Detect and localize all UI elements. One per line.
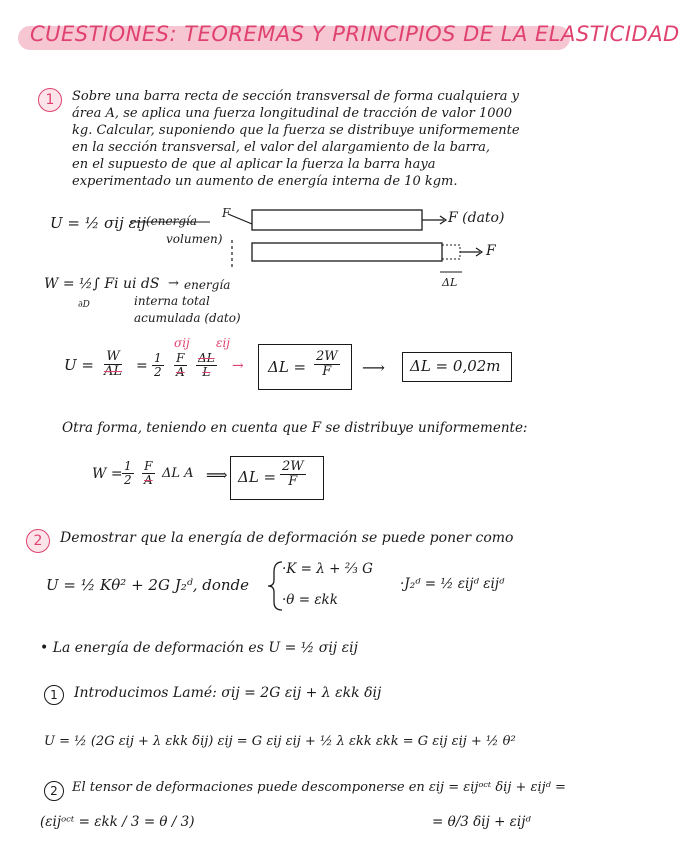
- q1-line: en la sección transversal, el valor del alargamiento de la barra,: [72, 140, 490, 155]
- work-note-3: acumulada (dato): [134, 311, 241, 325]
- epsilon-annotation: εij: [216, 336, 230, 350]
- frac-numerator: ΔL: [198, 351, 215, 365]
- frac-numerator: W: [106, 349, 120, 364]
- step-1-equation: U = ½ (2G εij + λ εkk δij) εij = G εij εij + ½ λ εkk εkk = G εij εij + ½ θ²: [44, 734, 516, 749]
- sigma-annotation: σij: [174, 336, 190, 350]
- frac-denominator: F: [288, 473, 298, 489]
- question-1-number-text: 1: [45, 92, 55, 108]
- pink-arrow: →: [232, 358, 244, 374]
- step-2-number: [44, 781, 64, 801]
- k-definition: ·K = λ + ⅔ G: [282, 561, 373, 577]
- q1-line: kg. Calcular, suponiendo que la fuerza se distribuye uniformemente: [72, 123, 520, 138]
- j2-definition: ·J₂ᵈ = ½ εijᵈ εijᵈ: [400, 576, 505, 592]
- result-box-1-lhs: ΔL =: [268, 358, 307, 376]
- q1-line: área A, se aplica una fuerza longitudinal de tracción de valor 1000: [72, 106, 513, 121]
- frac-denominator: A: [176, 364, 185, 379]
- step-2-text: El tensor de deformaciones puede descomponerse en εij = εijᵒᶜᵗ δij + εijᵈ =: [72, 780, 566, 795]
- force-right-label: F (dato): [448, 210, 505, 226]
- frac-denominator: 2: [124, 472, 132, 487]
- work-note-1: energía: [184, 278, 231, 292]
- force-left-label: F: [222, 206, 231, 220]
- step-1-number: [44, 685, 64, 705]
- q2-energy-formula: U = ½ Kθ² + 2G J₂ᵈ, donde: [46, 576, 250, 594]
- question-2-statement: Demostrar que la energía de deformación se puede poner como: [60, 530, 514, 546]
- delta-l-label: ΔL: [442, 276, 458, 289]
- frac-denominator: F: [322, 363, 332, 379]
- result-box-3-lhs: ΔL =: [238, 468, 277, 486]
- energy-expression: • La energía de deformación es U = ½ σij εij: [40, 640, 358, 656]
- step-1-text: Introducimos Lamé: σij = 2G εij + λ εkk δij: [74, 685, 382, 701]
- frac-numerator: F: [144, 459, 153, 473]
- implies-arrow: ⟶: [362, 358, 385, 377]
- force-right-label-2: F: [486, 243, 496, 259]
- q1-line: experimentado un aumento de energía interna de 10 kgm.: [72, 174, 458, 189]
- page-title: CUESTIONES: TEOREMAS Y PRINCIPIOS DE LA ELASTICIDAD: [30, 22, 680, 46]
- frac-numerator: 2W: [282, 459, 304, 474]
- theta-definition: ·θ = εkk: [282, 592, 338, 608]
- w2-tail: ΔL A: [162, 466, 194, 481]
- w2-arrow: ⟹: [206, 466, 228, 484]
- work-note-2: interna total: [134, 294, 210, 308]
- question-2-number-text: 2: [33, 533, 43, 549]
- equals-sign: =: [136, 358, 148, 374]
- work-formula-domain: ∂D: [78, 300, 90, 310]
- w2-lhs: W =: [92, 466, 123, 482]
- energy-note-2: volumen): [166, 232, 223, 246]
- work-formula: W = ½∫ Fi ui dS: [44, 276, 160, 292]
- result-value: ΔL = 0,02m: [410, 357, 501, 375]
- alternative-method-text: Otra forma, teniendo en cuenta que F se distribuye uniformemente:: [62, 420, 528, 436]
- energy-note-1: (energía: [146, 214, 198, 228]
- step-2-octahedral: (εijᵒᶜᵗ = εkk / 3 = θ / 3): [40, 814, 195, 830]
- energy-density-formula: U = ½ σij εij: [50, 214, 147, 232]
- frac-numerator: 1: [124, 459, 132, 473]
- frac-numerator: 2W: [316, 349, 338, 364]
- step-2-decomposition: = θ/3 δij + εijᵈ: [432, 814, 531, 830]
- step-1-number-text: 1: [50, 688, 58, 702]
- u-equation-lhs: U =: [64, 356, 94, 374]
- frac-denominator: A: [144, 472, 153, 487]
- q1-line: en el supuesto de que al aplicar la fuerza la barra haya: [72, 157, 436, 172]
- frac-denominator: 2: [154, 364, 162, 379]
- work-arrow: →: [168, 276, 179, 291]
- step-2-number-text: 2: [50, 784, 58, 798]
- frac-numerator: 1: [154, 351, 162, 365]
- q1-line: Sobre una barra recta de sección transversal de forma cualquiera y: [72, 89, 519, 104]
- frac-numerator: F: [176, 351, 185, 365]
- frac-denominator: AL: [104, 363, 123, 379]
- frac-denominator: L: [202, 364, 211, 379]
